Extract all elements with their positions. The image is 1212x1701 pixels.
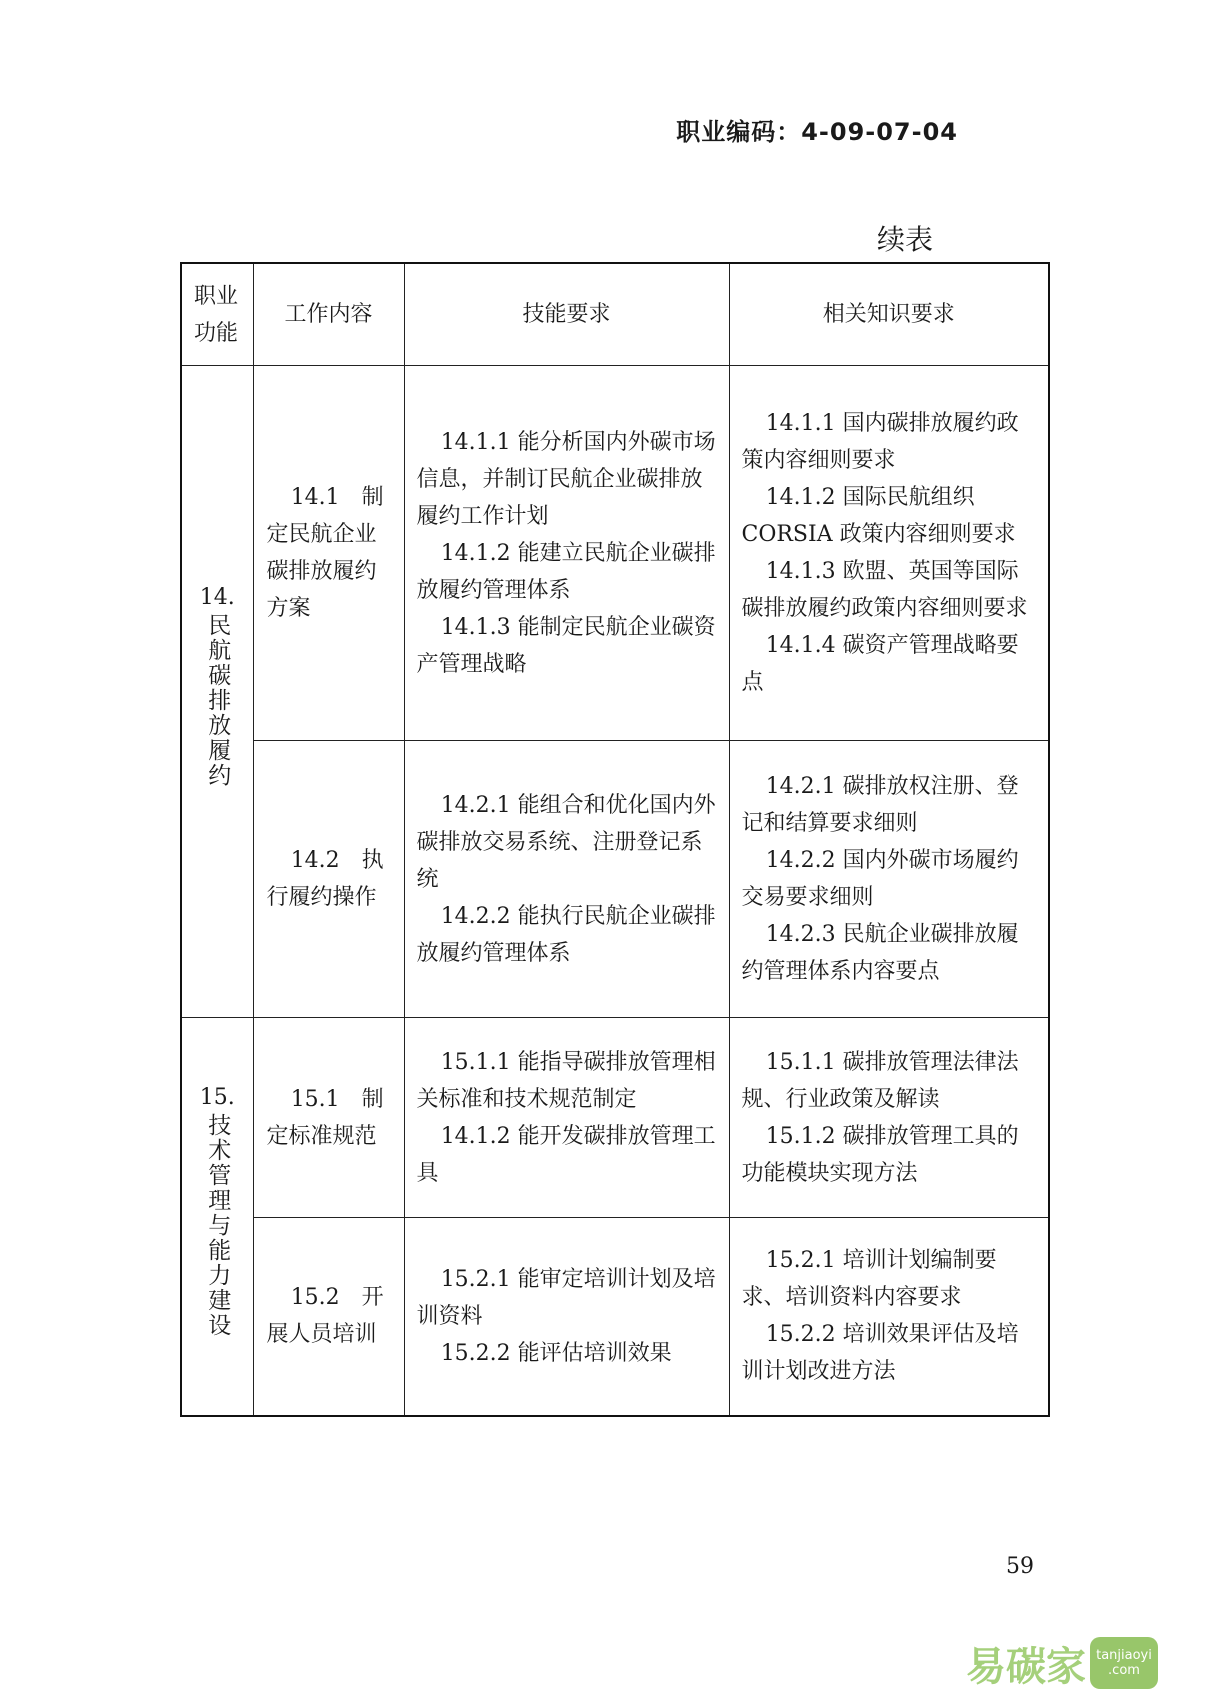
watermark-badge-line2: .com [1108, 1663, 1140, 1678]
watermark-badge [1090, 1637, 1158, 1689]
function-number: 15. [199, 1084, 235, 1110]
occupation-code: 职业编码：4-09-07-04 [676, 118, 958, 146]
skills-cell [404, 1218, 729, 1416]
knowledge-item: 14.1.3 欧盟、英国等国际碳排放履约政策内容细则要求 [741, 559, 1028, 621]
knowledge-item: 15.1.2 碳排放管理工具的功能模块实现方法 [741, 1123, 1019, 1186]
function-title: 技术管理与能力建设 [204, 1112, 231, 1338]
knowledge-item: 14.2.2 国内外碳市场履约交易要求细则 [741, 848, 1019, 910]
work-content-cell [253, 1018, 404, 1218]
watermark-logo [918, 1632, 1158, 1694]
knowledge-cell [729, 741, 1049, 1018]
skill-item: 15.2.2 能评估培训效果 [440, 1340, 672, 1366]
knowledge-item: 15.1.1 碳排放管理法律法规、行业政策及解读 [741, 1049, 1019, 1112]
skills-cell [404, 741, 729, 1018]
skill-item: 15.2.1 能审定培训计划及培训资料 [416, 1266, 716, 1329]
skill-item: 14.1.3 能制定民航企业碳资产管理战略 [416, 614, 716, 677]
table-row [181, 366, 1049, 741]
skill-item: 14.2.1 能组合和优化国内外碳排放交易系统、注册登记系统 [416, 792, 716, 892]
watermark-text: 易碳家 [966, 1643, 1086, 1690]
knowledge-item: 14.2.1 碳排放权注册、登记和结算要求细则 [741, 774, 1019, 836]
header-function: 职业功能 [181, 263, 253, 366]
table-row [181, 1018, 1049, 1218]
skill-item: 14.1.2 能开发碳排放管理工具 [416, 1123, 716, 1186]
work-content-text: 15.1 制定标准规范 [266, 1086, 384, 1149]
skill-item: 14.1.2 能建立民航企业碳排放履约管理体系 [416, 540, 716, 603]
work-content-cell [253, 366, 404, 741]
table-row [181, 741, 1049, 1018]
function-number: 14. [199, 585, 235, 610]
work-content-text: 14.1 制定民航企业碳排放履约方案 [266, 485, 384, 621]
knowledge-cell [729, 1018, 1049, 1218]
table-header-row [181, 263, 1049, 366]
function-cell-14 [181, 366, 253, 1018]
skills-cell [404, 366, 729, 741]
skill-item: 14.2.2 能执行民航企业碳排放履约管理体系 [416, 903, 716, 966]
function-cell-15 [181, 1018, 253, 1416]
skill-item: 15.1.1 能指导碳排放管理相关标准和技术规范制定 [416, 1049, 716, 1112]
knowledge-cell [729, 1218, 1049, 1416]
work-content-cell [253, 1218, 404, 1416]
knowledge-item: 14.1.2 国际民航组织CORSIA 政策内容细则要求 [741, 485, 1016, 547]
header-work-content: 工作内容 [253, 263, 404, 366]
work-content-cell [253, 741, 404, 1018]
watermark-badge-line1: tanjiaoyi [1096, 1648, 1152, 1663]
knowledge-item: 15.2.2 培训效果评估及培训计划改进方法 [741, 1322, 1019, 1385]
knowledge-cell [729, 366, 1049, 741]
header-skills: 技能要求 [404, 263, 729, 366]
table-row [181, 1218, 1049, 1416]
knowledge-item: 15.2.1 培训计划编制要求、培训资料内容要求 [741, 1248, 997, 1311]
page-number: 59 [1006, 1554, 1034, 1579]
skills-cell [404, 1018, 729, 1218]
knowledge-item: 14.1.4 碳资产管理战略要点 [741, 633, 1019, 695]
competency-table [180, 262, 1050, 1417]
function-title: 民航碳排放履约 [204, 613, 231, 788]
continued-table-label: 续表 [876, 223, 933, 256]
knowledge-item: 14.2.3 民航企业碳排放履约管理体系内容要点 [741, 922, 1019, 984]
work-content-text: 14.2 执行履约操作 [266, 848, 384, 910]
skill-item: 14.1.1 能分析国内外碳市场信息，并制订民航企业碳排放履约工作计划 [416, 429, 716, 529]
header-knowledge: 相关知识要求 [729, 263, 1049, 366]
work-content-text: 15.2 开展人员培训 [266, 1285, 384, 1348]
knowledge-item: 14.1.1 国内碳排放履约政策内容细则要求 [741, 411, 1019, 473]
